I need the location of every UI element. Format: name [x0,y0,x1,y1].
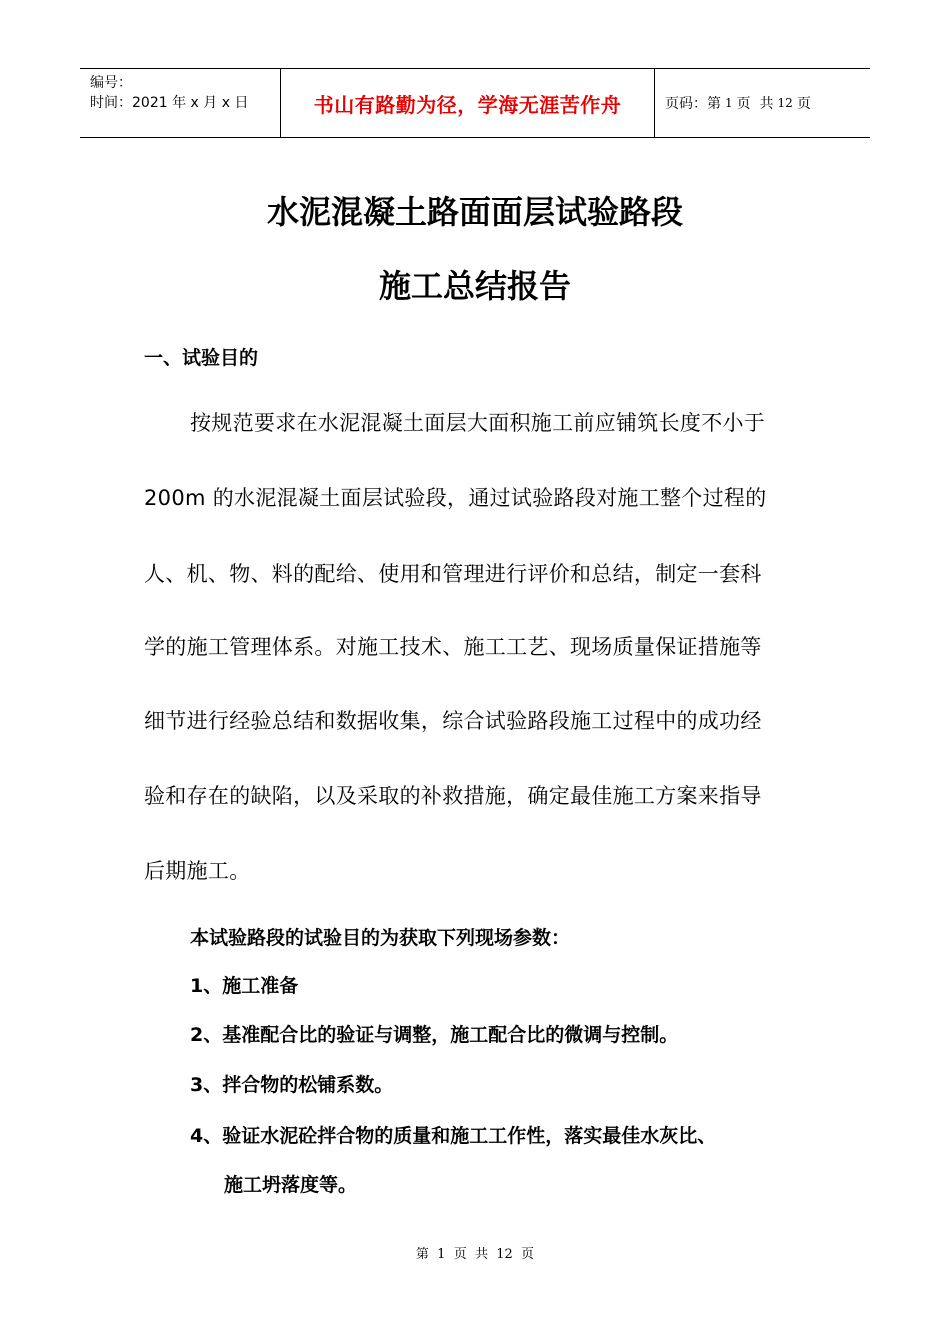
param-item: 4、验证水泥砼拌合物的质量和施工工作性，落实最佳水灰比、 [190,1125,717,1147]
section-heading: 一、试验目的 [144,347,259,369]
paragraph-line: 按规范要求在水泥混凝土面层大面积施工前应铺筑长度不小于 [190,411,766,435]
paragraph-line: 200m 的水泥混凝土面层试验段，通过试验路段对施工整个过程的 [144,486,767,510]
paragraph-line: 后期施工。 [144,859,251,883]
param-item: 3、拌合物的松铺系数。 [190,1074,394,1096]
document-title-line-1: 水泥混凝土路面面层试验路段 [266,193,683,231]
date-label: 时间：2021 年 x 月 x 日 [90,95,249,111]
param-item: 1、施工准备 [190,975,299,997]
header-page-info [655,69,870,137]
param-item: 2、基准配合比的验证与调整，施工配合比的微调与控制。 [190,1024,679,1046]
page-mid: 页 共 [736,96,774,112]
page-footer: 第 1 页 共 12 页 [415,1247,535,1262]
paragraph-line: 人、机、物、料的配给、使用和管理进行评价和总结，制定一套科 [144,562,762,586]
serial-label: 编号： [90,75,132,91]
params-intro: 本试验路段的试验目的为获取下列现场参数： [190,927,571,949]
page-suffix: 页 [796,96,811,112]
page-current: 1 [725,96,733,110]
paragraph-line: 学的施工管理体系。对施工技术、施工工艺、现场质量保证措施等 [144,635,762,659]
document-header [80,68,870,138]
param-item-continuation: 施工坍落度等。 [224,1174,358,1196]
page-prefix: 页码：第 [665,96,721,112]
paragraph-line: 细节进行经验总结和数据收集，综合试验路段施工过程中的成功经 [144,709,762,733]
header-motto: 书山有路勤为径，学海无涯苦作舟 [281,69,655,137]
page-total: 12 [777,96,793,110]
document-title-line-2: 施工总结报告 [378,267,571,305]
header-meta [80,69,281,137]
paragraph-line: 验和存在的缺陷，以及采取的补救措施，确定最佳施工方案来指导 [144,784,762,808]
